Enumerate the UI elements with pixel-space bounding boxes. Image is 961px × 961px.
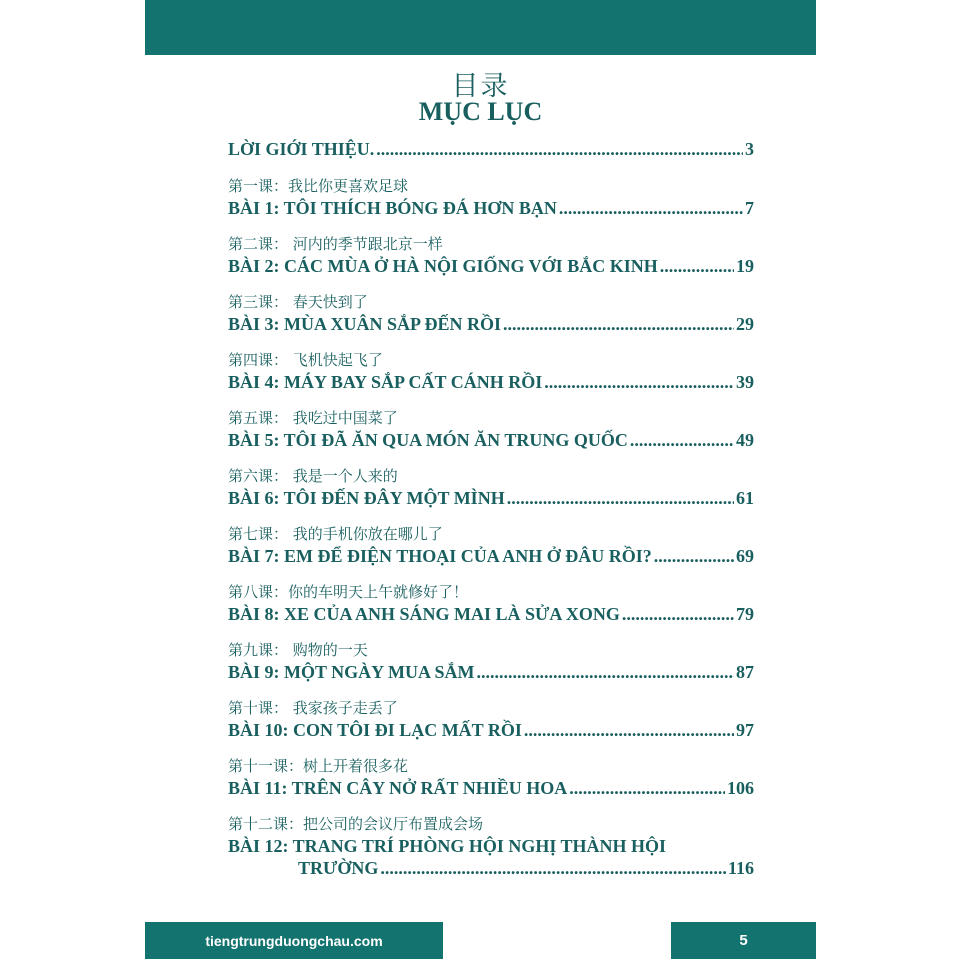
dot-leader — [477, 661, 735, 683]
lesson-title-vietnamese: BÀI 3: MÙA XUÂN SẮP ĐẾN RỒI — [228, 314, 502, 334]
toc-line — [228, 197, 754, 219]
dot-leader — [524, 719, 734, 741]
lesson-title-vietnamese: BÀI 8: XE CỦA ANH SÁNG MAI LÀ SỬA XONG — [228, 604, 620, 624]
lesson-title-chinese: 第十一课：树上开着很多花 — [228, 757, 409, 775]
lesson-title-chinese: 第九课： 购物的一天 — [228, 641, 368, 659]
lesson-title-chinese: 第六课： 我是一个人来的 — [228, 467, 398, 485]
lesson-title-chinese: 第一课：我比你更喜欢足球 — [228, 177, 409, 195]
toc-entry-lesson-9[interactable] — [228, 640, 754, 683]
page-title-chinese: 目录 — [451, 71, 510, 102]
toc-page-number: 19 — [736, 256, 754, 276]
toc-page-number: 29 — [736, 314, 754, 334]
toc-page-number: 69 — [736, 546, 754, 566]
dot-leader — [376, 138, 743, 160]
toc-page-number: 7 — [745, 198, 754, 218]
toc-entry-lesson-10[interactable] — [228, 698, 754, 741]
lesson-title-vietnamese: BÀI 10: CON TÔI ĐI LẠC MẤT RỒI — [228, 720, 522, 740]
dot-leader — [380, 857, 726, 879]
toc-line — [228, 138, 754, 160]
dot-leader — [630, 429, 734, 451]
footer-website: tiengtrungduongchau.com — [145, 922, 443, 959]
toc-page-number: 87 — [736, 662, 754, 682]
toc-entry-lesson-2[interactable] — [228, 234, 754, 277]
lesson-title-chinese: 第二课： 河内的季节跟北京一样 — [228, 235, 443, 253]
lesson-title-vietnamese: BÀI 4: MÁY BAY SẮP CẤT CÁNH RỒI — [228, 372, 543, 392]
toc-line — [228, 255, 754, 277]
toc-entry-lesson-7[interactable] — [228, 524, 754, 567]
toc-line-continued — [228, 857, 754, 879]
toc-line — [228, 487, 754, 509]
toc-line-first — [228, 835, 754, 857]
dot-leader — [622, 603, 734, 625]
toc-entry-lesson-6[interactable] — [228, 466, 754, 509]
lesson-title-chinese: 第八课：你的车明天上午就修好了！ — [228, 583, 469, 601]
toc-line — [228, 429, 754, 451]
lesson-title-vietnamese: BÀI 7: EM ĐỂ ĐIỆN THOẠI CỦA ANH Ở ĐÂU RỒI? — [228, 546, 652, 566]
dot-leader — [544, 371, 734, 393]
toc-page-number: 79 — [736, 604, 754, 624]
dot-leader — [654, 545, 734, 567]
toc-page-number: 39 — [736, 372, 754, 392]
lesson-title-vietnamese: BÀI 11: TRÊN CÂY NỞ RẤT NHIỀU HOA — [228, 778, 568, 798]
lesson-title-vietnamese: BÀI 9: MỘT NGÀY MUA SẮM — [228, 662, 475, 682]
lesson-title-vietnamese: BÀI 2: CÁC MÙA Ở HÀ NỘI GIỐNG VỚI BẮC KINH — [228, 256, 658, 276]
lesson-title-vietnamese-continued: TRƯỜNG — [298, 858, 379, 878]
lesson-title-vietnamese: BÀI 5: TÔI ĐÃ ĂN QUA MÓN ĂN TRUNG QUỐC — [228, 430, 628, 450]
lesson-title-chinese: 第五课： 我吃过中国菜了 — [228, 409, 398, 427]
lesson-title-chinese: 第十二课：把公司的会议厅布置成会场 — [228, 815, 484, 833]
dot-leader — [507, 487, 734, 509]
toc-entry-lesson-1[interactable] — [228, 176, 754, 219]
toc-line — [228, 371, 754, 393]
dot-leader — [569, 777, 725, 799]
toc-line — [228, 603, 754, 625]
toc-entry-intro[interactable] — [228, 138, 754, 160]
toc-line — [228, 777, 754, 799]
toc-entry-lesson-4[interactable] — [228, 350, 754, 393]
lesson-title-chinese: 第十课： 我家孩子走丢了 — [228, 699, 398, 717]
toc-page-number: 49 — [736, 430, 754, 450]
dot-leader — [559, 197, 743, 219]
toc-entry-lesson-8[interactable] — [228, 582, 754, 625]
toc-line — [228, 661, 754, 683]
toc-entry-lesson-12[interactable] — [228, 814, 754, 879]
toc-page-number: 3 — [745, 139, 754, 159]
toc-label: LỜI GIỚI THIỆU. — [228, 139, 375, 159]
toc-line — [228, 719, 754, 741]
toc-page-number: 97 — [736, 720, 754, 740]
toc-entry-lesson-5[interactable] — [228, 408, 754, 451]
table-of-contents — [228, 138, 754, 894]
lesson-title-vietnamese: BÀI 1: TÔI THÍCH BÓNG ĐÁ HƠN BẠN — [228, 198, 557, 218]
toc-page-number: 61 — [736, 488, 754, 508]
dot-leader — [503, 313, 734, 335]
dot-leader — [660, 255, 734, 277]
toc-entry-lesson-3[interactable] — [228, 292, 754, 335]
lesson-title-chinese: 第七课： 我的手机你放在哪儿了 — [228, 525, 443, 543]
toc-line — [228, 313, 754, 335]
toc-page-number: 106 — [727, 778, 754, 798]
toc-entry-lesson-11[interactable] — [228, 756, 754, 799]
lesson-title-vietnamese: BÀI 12: TRANG TRÍ PHÒNG HỘI NGHỊ THÀNH HỘI — [228, 836, 667, 856]
footer-page-number: 5 — [671, 922, 816, 959]
lesson-title-chinese: 第四课： 飞机快起飞了 — [228, 351, 383, 369]
page-title-vietnamese: MỤC LỤC — [418, 97, 543, 126]
toc-page-number: 116 — [727, 858, 754, 878]
lesson-title-chinese: 第三课： 春天快到了 — [228, 293, 368, 311]
toc-line — [228, 545, 754, 567]
header-bar — [145, 0, 816, 55]
lesson-title-vietnamese: BÀI 6: TÔI ĐẾN ĐÂY MỘT MÌNH — [228, 488, 505, 508]
